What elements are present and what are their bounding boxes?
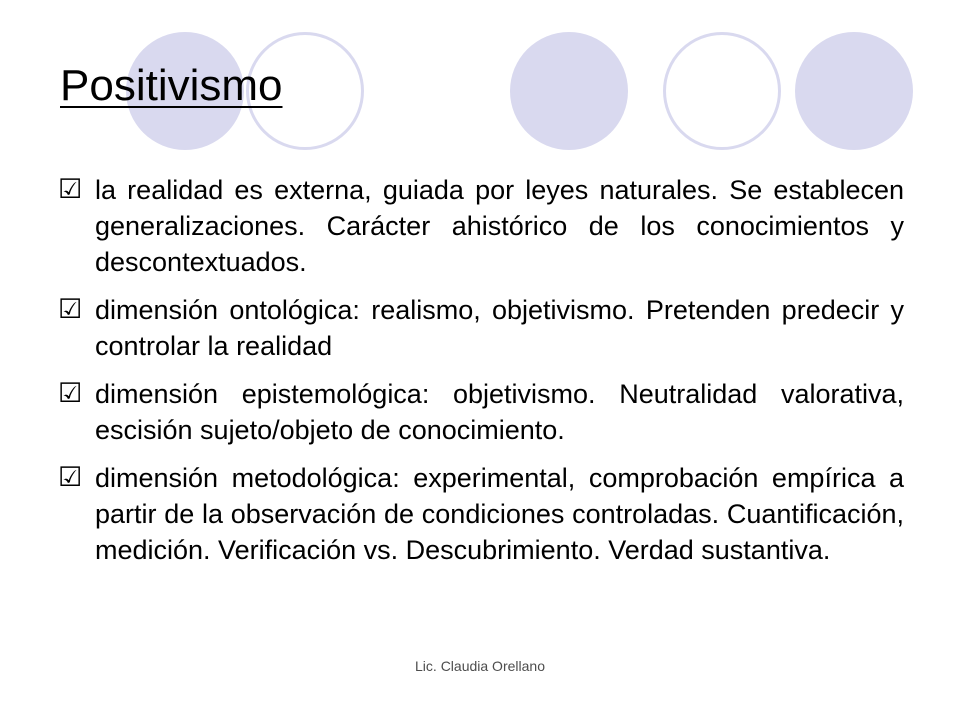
checkbox-check-icon: ☑ <box>58 462 83 493</box>
bullet-list <box>58 172 904 580</box>
bullet-text: la realidad es externa, guiada por leyes naturales. Se establecen generalizaciones. Carácter ahistórico de los conocimientos y descontextuados. <box>95 175 904 277</box>
checkbox-check-icon: ☑ <box>58 378 83 409</box>
bullet-item <box>58 376 904 448</box>
checkbox-check-icon: ☑ <box>58 294 83 325</box>
slide-title: Positivismo <box>60 61 283 110</box>
bullet-text: dimensión epistemológica: objetivismo. Neutralidad valorativa, escisión sujeto/objeto de conocimiento. <box>95 379 904 445</box>
decorative-circle-filled-3 <box>795 32 913 150</box>
bullet-item <box>58 292 904 364</box>
bullet-text: dimensión ontológica: realismo, objetivismo. Pretenden predecir y controlar la realidad <box>95 295 904 361</box>
slide-footer: Lic. Claudia Orellano <box>415 658 545 674</box>
checkbox-check-icon: ☑ <box>58 174 83 205</box>
decorative-circle-ring-2 <box>663 32 781 150</box>
bullet-item <box>58 172 904 280</box>
bullet-text: dimensión metodológica: experimental, comprobación empírica a partir de la observación de condiciones controladas. Cuantificación, medición. Verificación vs. Descubrimiento. Verdad sustantiva. <box>95 463 904 565</box>
bullet-item <box>58 460 904 568</box>
decorative-circle-filled-2 <box>510 32 628 150</box>
